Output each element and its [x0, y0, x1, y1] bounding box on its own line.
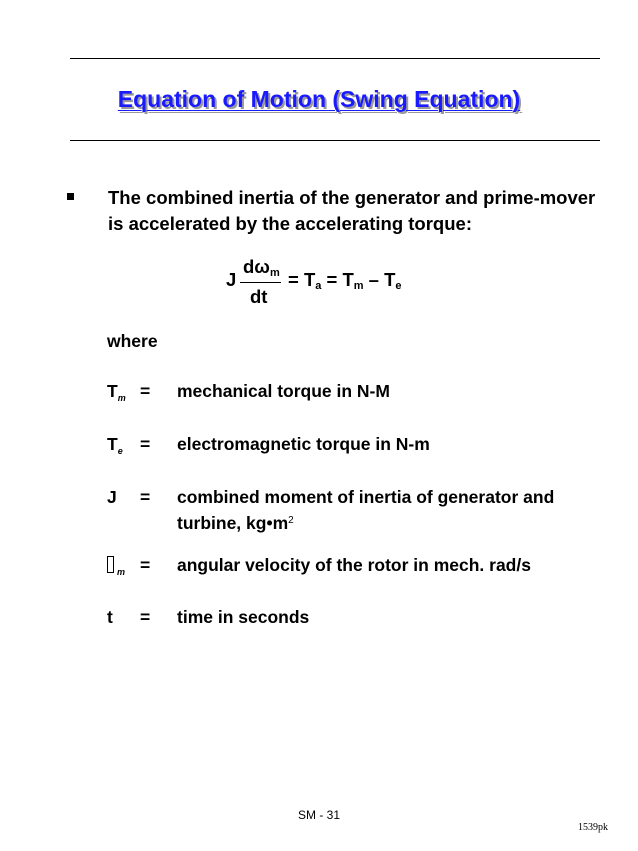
where-label: where: [107, 331, 158, 351]
definition-text: combined moment of inertia of generator and turbine, $kg•m^2$: [177, 487, 555, 533]
reference-code: 1539pk: [578, 822, 608, 833]
equation-denominator: dt: [250, 286, 268, 307]
equation-rhs: = $T_a = T_m - T_e$: [288, 269, 402, 292]
definition-equals: =: [140, 607, 151, 627]
definition-text: angular velocity of the rotor in mech. rad/s: [177, 555, 531, 575]
definition-symbol: J: [107, 487, 117, 507]
page-title: Equation of Motion (Swing Equation): [117, 86, 521, 112]
top-divider: [70, 58, 600, 59]
fraction-bar: [240, 282, 281, 283]
definition-equals: =: [140, 381, 151, 401]
bullet-marker: [67, 193, 74, 200]
definition-equals: =: [140, 555, 151, 575]
omega-glyph-icon: [107, 556, 114, 573]
definition-symbol: $T_m$: [107, 381, 126, 403]
definition-text: electromagnetic torque in N-m: [177, 434, 430, 454]
title-divider: [70, 140, 600, 141]
definition-equals: =: [140, 434, 151, 454]
definition-symbol: m: [107, 553, 137, 584]
definition-text: mechanical torque in N-M: [177, 381, 390, 401]
definition-symbol: t: [107, 607, 113, 627]
equation-numerator: $d\omega_m$: [243, 256, 280, 279]
definition-text: time in seconds: [177, 607, 310, 627]
equation-lhs: J: [226, 269, 237, 290]
intro-paragraph: The combined inertia of the generator and prime-mover is accelerated by the accelerating torque:: [108, 187, 596, 234]
definition-equals: =: [140, 487, 151, 507]
page-footer: SM - 31: [297, 808, 340, 822]
definition-symbol: $T_e$: [107, 434, 123, 456]
